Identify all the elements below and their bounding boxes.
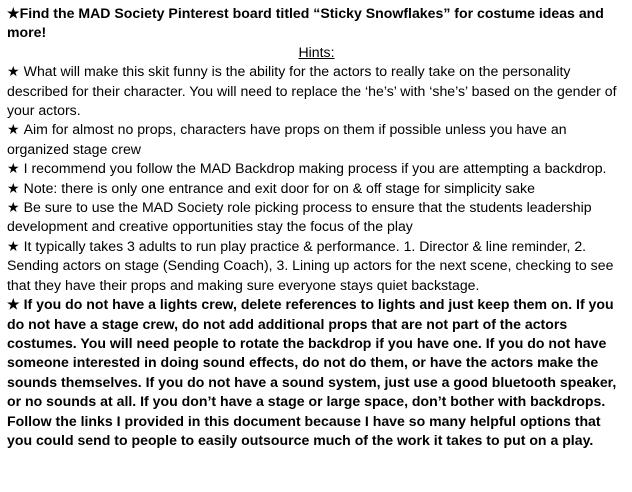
intro-paragraph [7,4,626,43]
star-icon: ★ [7,160,20,177]
hint-text: If you do not have a lights crew, delete references to lights and just keep them on. If you do not have a stage crew, do not add additional props that are not part of the actors costumes. You will need people to rotate the backdrop if you have one. If you do not have someone interested in doing sound effects, do not do them, or have the actors make the sounds themselves. If you do not have a sound system, just use a good bluetooth speaker, or no sounds at all. If you don’t have a stage or large space, don’t bother with backdrops. Follow the links I provided in this document because I have so many helpful options that you could send to people to easily outsource much of the work it takes to put on a play. [7,296,617,448]
hint-item [7,179,626,198]
hint-item [7,62,626,120]
hint-text: Note: there is only one entrance and exit door for on & off stage for simplicity sake [23,179,535,196]
hint-item-bold [7,295,626,450]
hint-text: Be sure to use the MAD Society role picking process to ensure that the students leadership development and creative opportunities stay the focus of the play [7,199,592,235]
star-icon: ★ [7,199,20,216]
star-icon: ★ [7,237,20,254]
hints-heading: Hints: [298,43,335,60]
hint-item [7,120,626,159]
hint-text: I recommend you follow the MAD Backdrop making process if you are attempting a backdrop. [23,160,607,177]
hint-item [7,159,626,178]
hint-text: What will make this skit funny is the ability for the actors to really take on the personality described for their character. You will need to replace the ‘he’s’ with ‘she’s’ based on the gender of your actors. [7,63,617,119]
hint-item [7,237,626,295]
hint-text: It typically takes 3 adults to run play practice & performance. 1. Director & line reminder, 2. Sending actors on stage (Sending Coach), 3. Lining up actors for the next scene, checking to see that they have their props and making sure everyone stays quiet backstage. [7,237,614,293]
hint-text: Aim for almost no props, characters have props on them if possible unless you have an organized stage crew [7,121,567,157]
star-icon: ★ [7,296,20,313]
star-icon: ★ [7,121,20,138]
star-icon: ★ [7,179,20,196]
hint-item [7,198,626,237]
star-icon: ★ [7,5,20,21]
star-icon: ★ [7,63,20,80]
intro-text: Find the MAD Society Pinterest board titled “Sticky Snowflakes” for costume ideas and more! [7,5,604,41]
